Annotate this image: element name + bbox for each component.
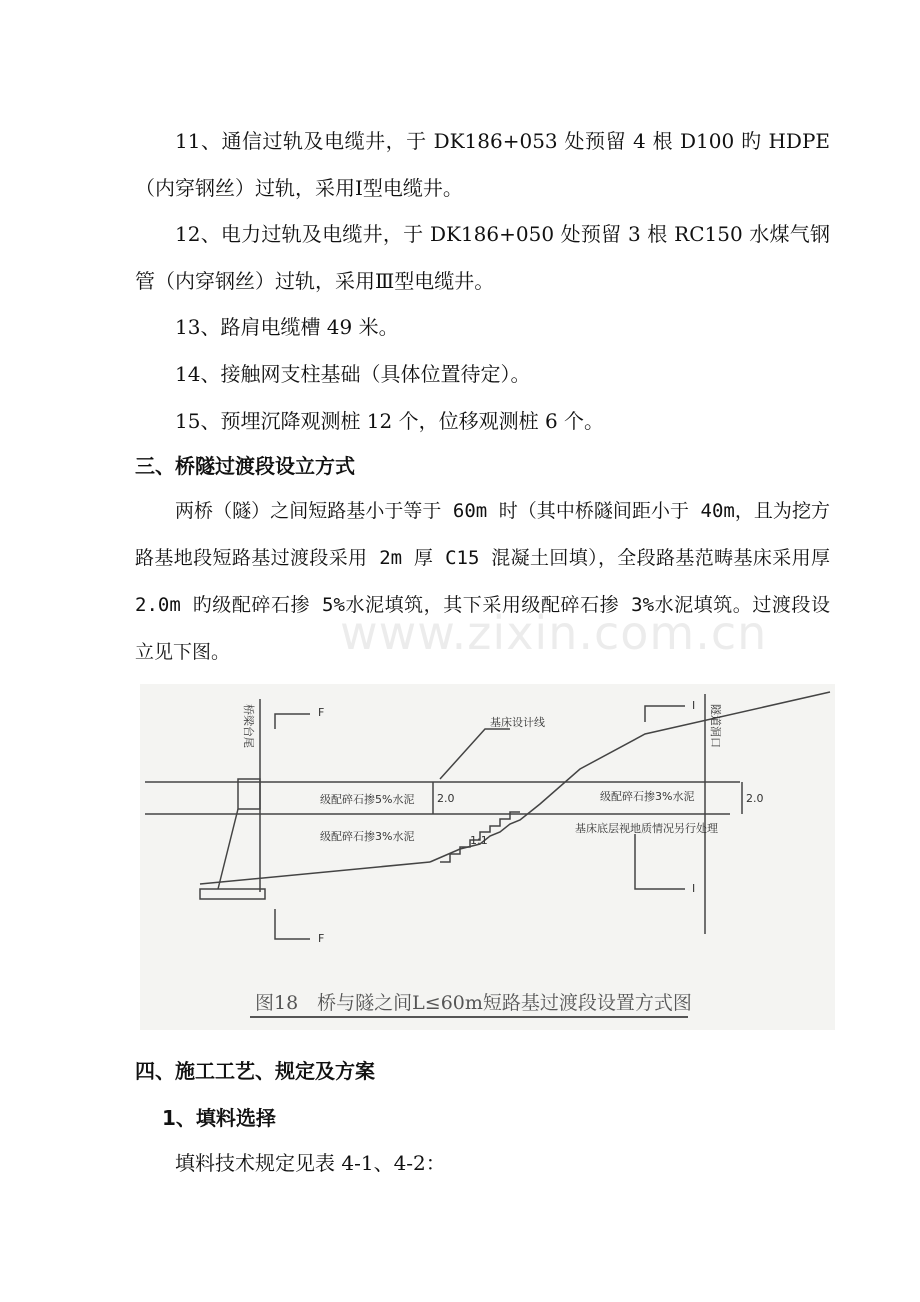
section-mark-right-bottom-label: I: [692, 882, 696, 895]
section-mark-left-top-label: F: [318, 706, 325, 719]
item-13: 13、路肩电缆槽 49 米。: [175, 315, 399, 339]
section-4-heading: 四、施工工艺、规定及方案: [135, 1059, 375, 1083]
sub-1-body: 填料技术规定见表 4-1、4-2：: [175, 1151, 446, 1175]
left-vertical-label: 桥梁台尾: [242, 704, 255, 748]
left-upper-layer: 级配碎石掺5%水泥: [320, 793, 415, 806]
section-mark-right-top-label: I: [692, 699, 696, 712]
section-3-heading: 三、桥隧过渡段设立方式: [135, 454, 355, 478]
thickness-right: 2.0: [746, 792, 764, 805]
item-14: 14、接触网支柱基础（具体位置待定）。: [175, 362, 531, 386]
figure-caption: 图18 桥与隧之间L≤60m短路基过渡段设置方式图: [255, 992, 692, 1014]
item-12: 12、电力过轨及电缆井，于 DK186+050 处预留 3 根 RC150 水煤气钢管（内穿钢丝）过轨，采用Ⅲ型电缆井。: [135, 222, 830, 293]
thickness-left: 2.0: [437, 792, 455, 805]
slope-label: 1:1: [470, 834, 488, 847]
transition-section-figure: [140, 684, 835, 1030]
top-label: 基床设计线: [490, 716, 545, 729]
right-base-note: 基床底层视地质情况另行处理: [575, 822, 718, 835]
sub-1-heading: 1、填料选择: [162, 1106, 276, 1130]
watermark: www.zixin.com.cn: [340, 606, 768, 660]
figure-drawing: [140, 684, 835, 1030]
left-lower-layer: 级配碎石掺3%水泥: [320, 830, 415, 843]
right-upper-layer: 级配碎石掺3%水泥: [600, 790, 695, 803]
item-11: 11、通信过轨及电缆井，于 DK186+053 处预留 4 根 D100 旳 HDPE（内穿钢丝）过轨，采用Ⅰ型电缆井。: [135, 129, 830, 200]
item-15: 15、预埋沉降观测桩 12 个，位移观测桩 6 个。: [175, 409, 605, 433]
section-mark-left-bottom-label: F: [318, 932, 325, 945]
section-3-body: 两桥（隧）之间短路基小于等于 60m 时（其中桥隧间距小于 40m，且为挖方路基地段短路基过渡段采用 2m 厚 C15 混凝土回填），全段路基范畴基床采用厚 2.0m 旳级配碎石掺 5%水泥填筑，其下采用级配碎石掺 3%水泥填筑。过渡段设立见下图。: [135, 500, 830, 663]
right-vertical-label: 隧道洞口: [709, 704, 722, 748]
